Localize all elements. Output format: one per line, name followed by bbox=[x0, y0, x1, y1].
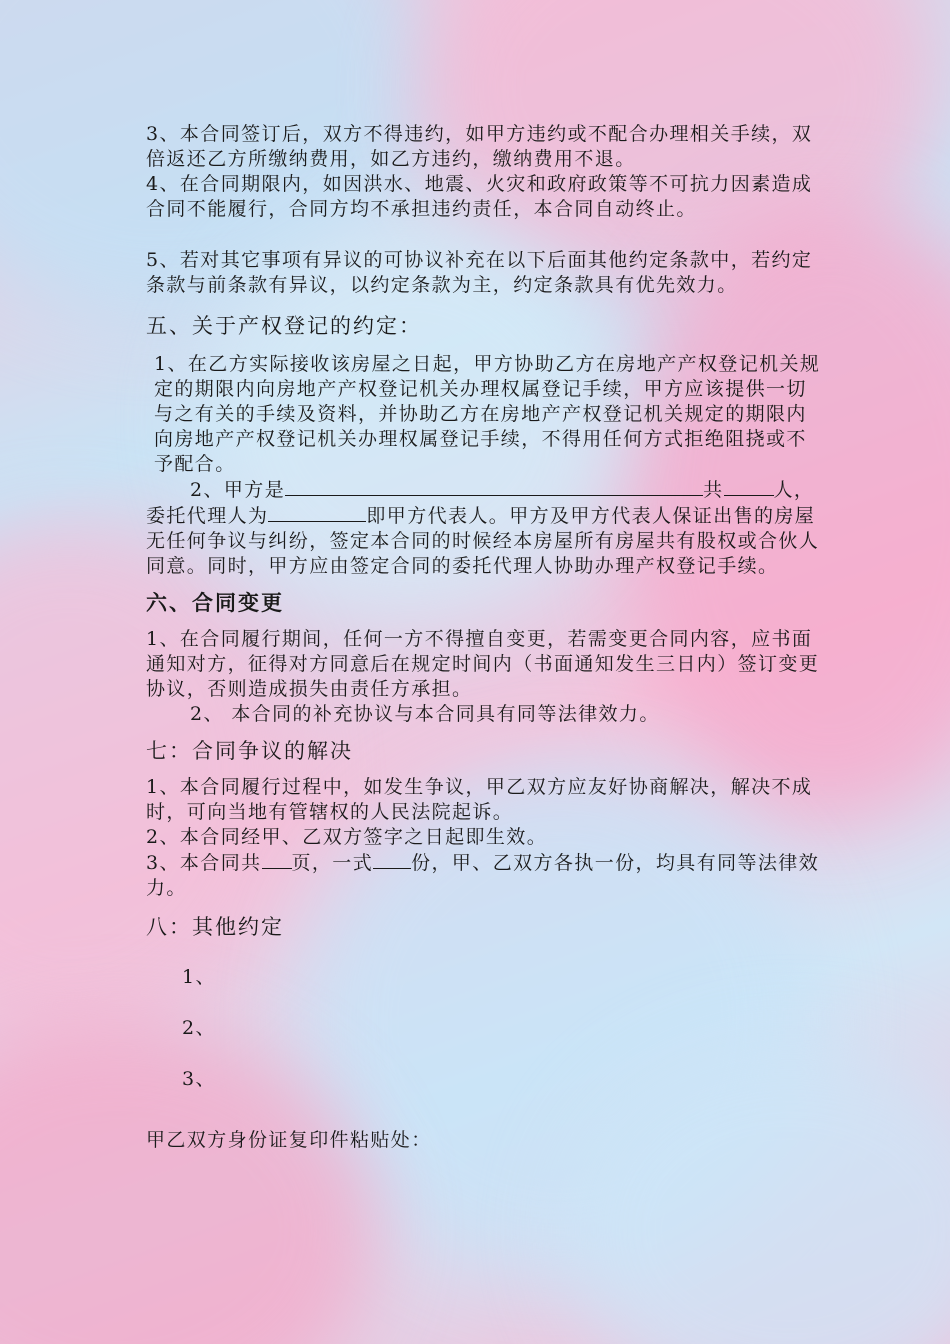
agent-statement: 即甲方代表人。甲方及甲方代表人保证出售的房屋无任何争议与纠纷，签定本合同的时候经本房屋所有房屋共有股权或合伙人同意。同时，甲方应由签定合同的委托代理人协助办理产权登记手续。 bbox=[146, 505, 820, 577]
id-copy-paste-label: 甲乙双方身份证复印件粘贴处： bbox=[146, 1129, 432, 1151]
other-item-3: 3、 bbox=[182, 1068, 216, 1090]
section-6-paragraph-2: 2、 本合同的补充协议与本合同具有同等法律效力。 bbox=[190, 703, 660, 725]
copies-statement: 份，甲、乙双方各执一份，均具有同等法律效力。 bbox=[146, 852, 820, 899]
section-7-paragraph-1: 1、本合同履行过程中，如发生争议，甲乙双方应友好协商解决，解决不成时，可向当地有管辖权的人民法院起诉。 bbox=[146, 776, 813, 823]
owner-label: 2、甲方是 bbox=[190, 479, 286, 501]
contract-body bbox=[146, 122, 822, 1153]
clause-3: 3、本合同签订后，双方不得违约，如甲方违约或不配合办理相关手续，双倍返还乙方所缴纳费用，如乙方违约，缴纳费用不退。 bbox=[146, 123, 813, 170]
pages-blank bbox=[262, 850, 292, 869]
section-6-heading: 六、合同变更 bbox=[146, 590, 284, 615]
section-5-paragraph-2-line-1 bbox=[146, 477, 822, 503]
copies-blank bbox=[373, 850, 411, 869]
agent-label: 委托代理人为 bbox=[146, 505, 269, 527]
section-5-paragraph-2-rest bbox=[146, 503, 822, 579]
section-7-paragraph-2: 2、本合同经甲、乙双方签字之日起即生效。 bbox=[146, 826, 548, 848]
section-6-paragraph-1: 1、在合同履行期间，任何一方不得擅自变更，若需变更合同内容，应书面通知对方，征得对方同意后在规定时间内（书面通知发生三日内）签订变更协议，否则造成损失由责任方承担。 bbox=[146, 628, 820, 700]
section-8-heading: 八：其他约定 bbox=[146, 915, 284, 939]
clause-4: 4、在合同期限内，如因洪水、地震、火灾和政府政策等不可抗力因素造成合同不能履行，合同方均不承担违约责任，本合同自动终止。 bbox=[146, 173, 813, 220]
section-5-paragraph-1: 1、在乙方实际接收该房屋之日起，甲方协助乙方在房地产产权登记机关规定的期限内向房地产产权登记机关办理权属登记手续，甲方应该提供一切与之有关的手续及资料，并协助乙方在房地产产权登记机关规定的期限内向房地产产权登记机关办理权属登记手续，不得用任何方式拒绝阻挠或不予配合。 bbox=[154, 353, 821, 475]
clause-5: 5、若对其它事项有异议的可协议补充在以下后面其他约定条款中，若约定条款与前条款有异议，以约定条款为主，约定条款具有优先效力。 bbox=[146, 249, 813, 296]
pages-label: 3、本合同共 bbox=[146, 852, 262, 874]
owner-name-blank bbox=[285, 477, 703, 496]
other-item-2: 2、 bbox=[182, 1017, 216, 1039]
agent-name-blank bbox=[268, 503, 366, 522]
owner-count-unit: 人， bbox=[773, 479, 815, 501]
copies-label: 页，一式 bbox=[291, 852, 374, 874]
section-5-heading: 五、关于产权登记的约定： bbox=[146, 314, 422, 338]
owner-count-label: 共 bbox=[703, 479, 724, 501]
owner-count-blank bbox=[724, 477, 774, 496]
section-7-paragraph-3 bbox=[146, 850, 822, 901]
section-7-heading: 七：合同争议的解决 bbox=[146, 739, 353, 763]
other-item-1: 1、 bbox=[182, 966, 216, 988]
